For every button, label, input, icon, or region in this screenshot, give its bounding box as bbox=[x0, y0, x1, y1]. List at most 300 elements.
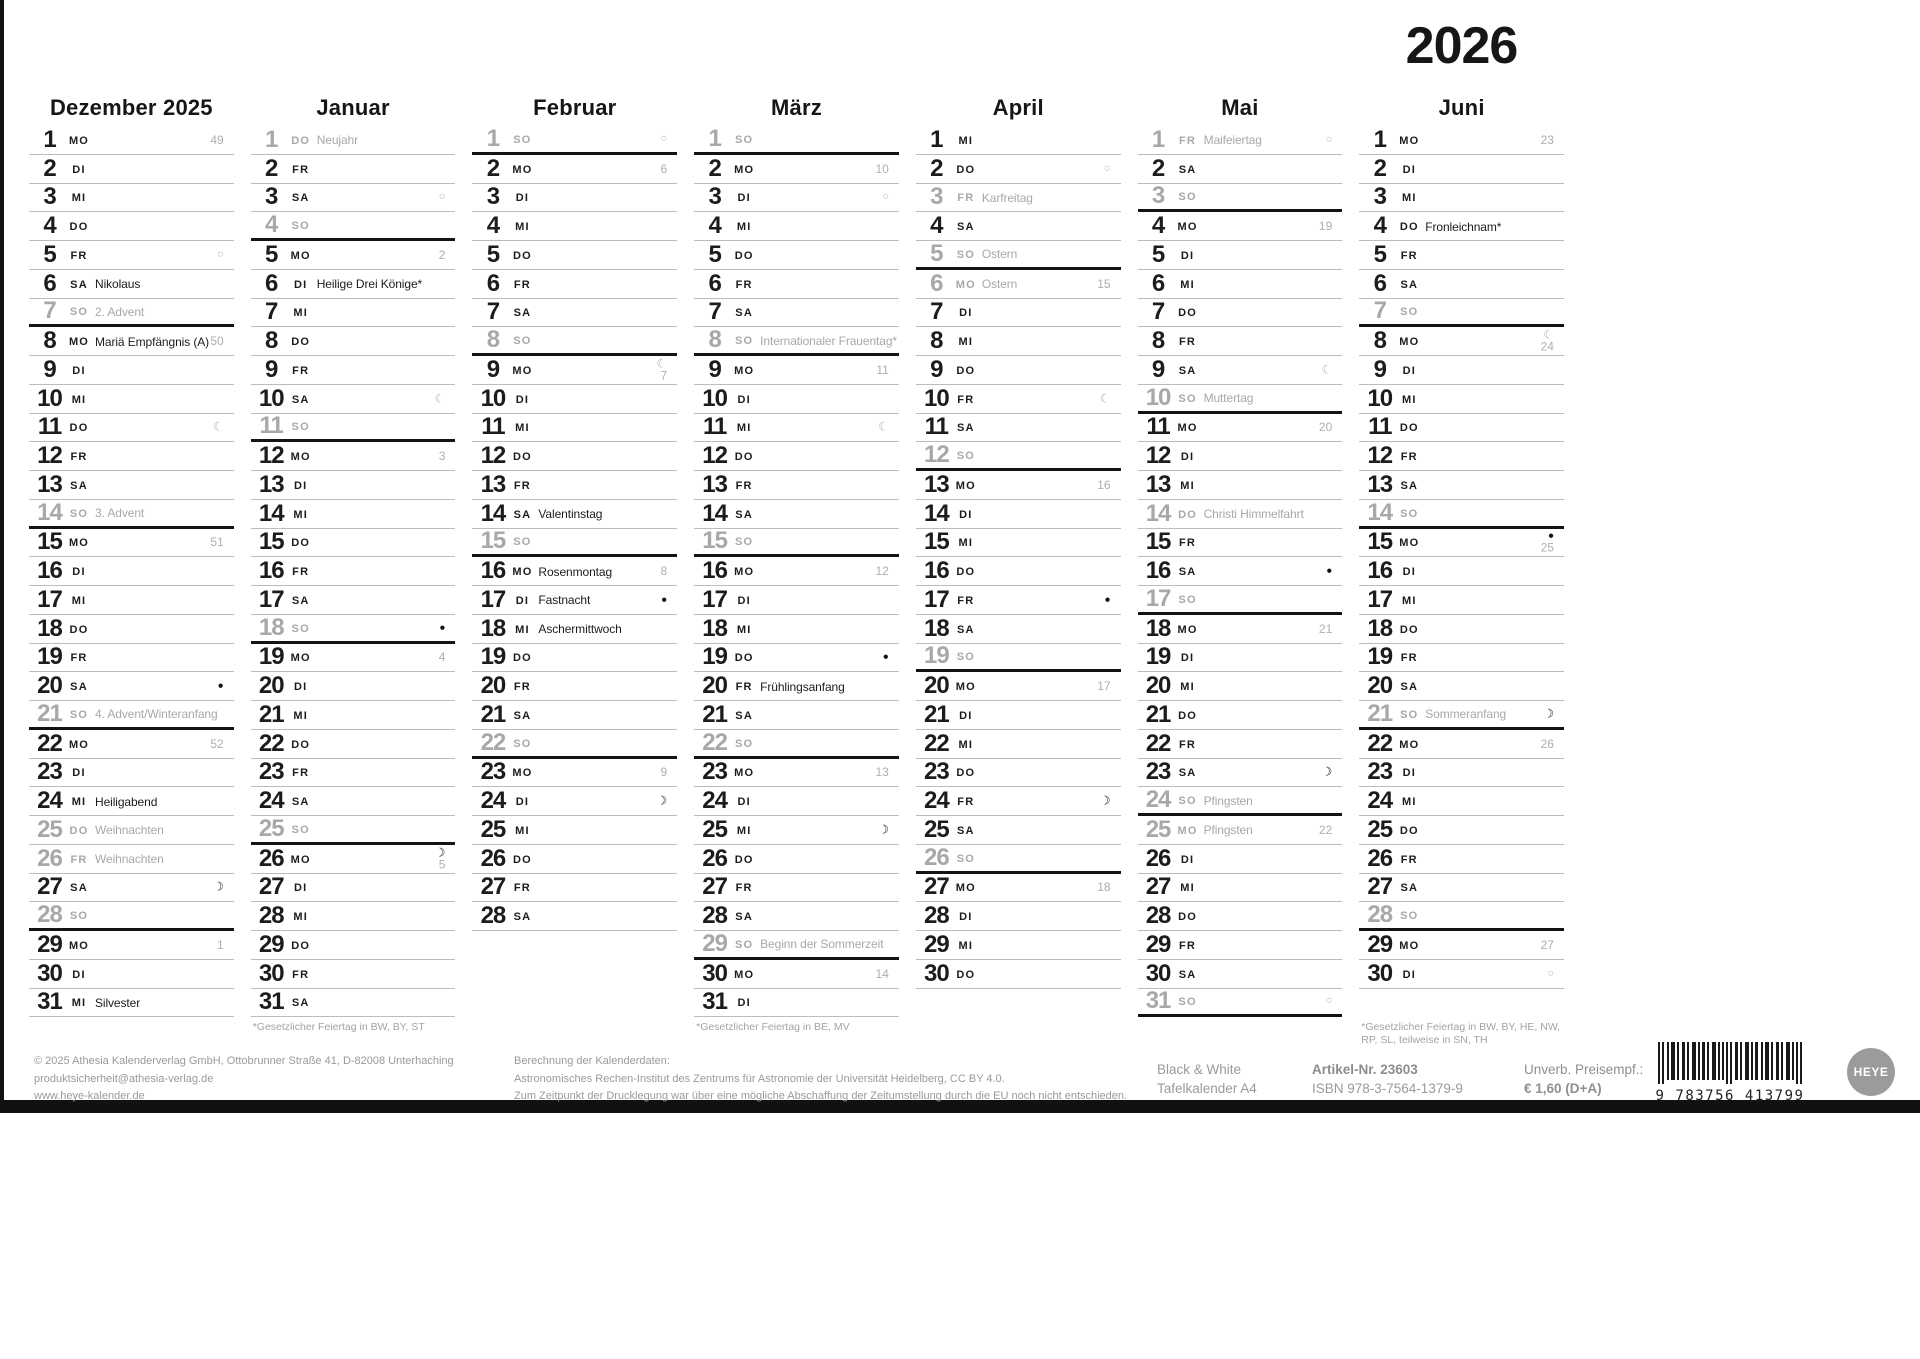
day-row bbox=[29, 931, 234, 960]
weekday-label: MO bbox=[1399, 738, 1420, 751]
day-row bbox=[29, 442, 234, 471]
day-number: 18 bbox=[1145, 614, 1171, 642]
weekday-label: MO bbox=[955, 681, 976, 694]
day-number: 10 bbox=[702, 384, 727, 412]
day-number: 13 bbox=[1367, 470, 1393, 498]
week-number: 1 bbox=[217, 937, 224, 952]
weekday-label: FR bbox=[1179, 939, 1197, 952]
day-row bbox=[251, 644, 456, 673]
day-row bbox=[1138, 327, 1343, 356]
week-number: 14 bbox=[875, 966, 889, 981]
day-number: 18 bbox=[37, 614, 62, 642]
day-number: 19 bbox=[702, 643, 727, 671]
day-row bbox=[251, 701, 456, 730]
weekday-label: MI bbox=[1180, 681, 1195, 694]
day-row bbox=[1138, 989, 1343, 1018]
weekday-label: DO bbox=[1399, 623, 1419, 636]
day-number: 19 bbox=[258, 643, 284, 671]
weekday-label: FR bbox=[292, 968, 310, 981]
day-row bbox=[694, 155, 899, 184]
weekday-label: SA bbox=[957, 221, 975, 234]
weekday-label: DI bbox=[515, 393, 530, 406]
day-row-markers bbox=[656, 358, 667, 381]
day-row bbox=[251, 730, 456, 759]
day-number: 29 bbox=[1367, 930, 1393, 958]
day-number: 17 bbox=[923, 585, 949, 613]
weekday-label: MI bbox=[1180, 479, 1195, 492]
weekday-label: DO bbox=[1399, 824, 1419, 837]
weekday-label: SA bbox=[513, 911, 532, 924]
weekday-label: FR bbox=[1400, 853, 1418, 866]
day-row bbox=[472, 759, 677, 788]
day-row bbox=[1138, 356, 1343, 385]
day-row bbox=[472, 241, 677, 270]
day-row bbox=[1359, 184, 1564, 213]
day-number: 31 bbox=[258, 988, 284, 1016]
week-number: 52 bbox=[210, 736, 224, 751]
weekday-label: SO bbox=[956, 651, 975, 664]
week-number: 10 bbox=[875, 161, 889, 176]
day-number: 4 bbox=[1373, 212, 1386, 240]
weekday-label: DO bbox=[1399, 221, 1419, 234]
week-number: 16 bbox=[1097, 477, 1111, 492]
day-row bbox=[29, 672, 234, 701]
weekday-label: SA bbox=[735, 307, 753, 320]
day-number: 17 bbox=[702, 585, 727, 613]
weekday-label: SA bbox=[291, 393, 310, 406]
day-row bbox=[1359, 672, 1564, 701]
day-number: 16 bbox=[258, 557, 284, 585]
day-number: 5 bbox=[486, 240, 500, 268]
weekday-label: SA bbox=[1178, 968, 1197, 981]
day-number: 24 bbox=[258, 787, 284, 815]
weekday-label: MO bbox=[512, 364, 533, 377]
moon-full-icon: ○ bbox=[660, 132, 668, 145]
moon-full-icon: ○ bbox=[882, 190, 889, 203]
day-row bbox=[29, 356, 234, 385]
day-number: 29 bbox=[258, 930, 284, 958]
day-number: 9 bbox=[1373, 355, 1386, 383]
weekday-label: SA bbox=[1178, 767, 1197, 780]
day-row bbox=[694, 730, 899, 759]
weekday-label: MI bbox=[1401, 393, 1417, 406]
week-number: 20 bbox=[1318, 420, 1333, 435]
weekday-label: DO bbox=[734, 451, 754, 464]
day-number: 21 bbox=[37, 699, 62, 727]
month-header: Mai bbox=[1221, 95, 1259, 120]
weekday-label: MO bbox=[1177, 824, 1198, 837]
day-row bbox=[694, 241, 899, 270]
weekday-label: SA bbox=[735, 508, 753, 521]
week-number: 25 bbox=[1540, 540, 1554, 555]
day-row bbox=[472, 385, 677, 414]
day-number: 27 bbox=[923, 873, 949, 901]
day-row bbox=[1138, 184, 1343, 213]
day-row bbox=[251, 184, 456, 213]
weekday-label: DI bbox=[294, 479, 308, 492]
day-row bbox=[29, 212, 234, 241]
weekday-label: MO bbox=[1177, 422, 1198, 435]
day-number: 20 bbox=[480, 672, 506, 700]
day-row bbox=[694, 931, 899, 960]
day-number: 3 bbox=[708, 183, 721, 211]
moon-last-quarter-icon: ☾ bbox=[434, 391, 446, 406]
day-row bbox=[1359, 299, 1564, 328]
day-number: 8 bbox=[486, 326, 500, 354]
day-row bbox=[472, 557, 677, 586]
day-row bbox=[1359, 874, 1564, 903]
weekday-label: FR bbox=[1400, 249, 1418, 262]
week-number: 5 bbox=[438, 857, 446, 872]
day-row bbox=[1359, 701, 1564, 730]
weekday-label: DI bbox=[737, 997, 751, 1010]
moon-last-quarter-icon: ☾ bbox=[1321, 362, 1333, 377]
weekday-label: DI bbox=[1402, 364, 1416, 377]
day-number: 16 bbox=[1367, 557, 1393, 585]
day-number: 26 bbox=[702, 844, 727, 872]
day-row bbox=[1359, 356, 1564, 385]
day-number: 15 bbox=[1145, 528, 1171, 556]
day-row-markers bbox=[210, 738, 223, 750]
day-row-markers bbox=[660, 766, 667, 778]
weekday-label: SO bbox=[1178, 392, 1197, 405]
day-row bbox=[694, 644, 899, 673]
day-number: 19 bbox=[1367, 643, 1393, 671]
day-row bbox=[916, 500, 1121, 529]
weekday-label: DI bbox=[72, 767, 86, 780]
day-row bbox=[1138, 759, 1343, 788]
day-number: 24 bbox=[1367, 787, 1393, 815]
weekday-label: FR bbox=[513, 681, 531, 694]
day-note: Heiligabend bbox=[95, 794, 158, 809]
product-line: Black & White bbox=[1157, 1062, 1242, 1077]
day-row bbox=[472, 816, 677, 845]
day-row bbox=[29, 787, 234, 816]
day-row bbox=[1138, 787, 1343, 816]
day-number: 23 bbox=[37, 758, 62, 786]
weekday-label: SA bbox=[1178, 163, 1197, 176]
day-number: 12 bbox=[923, 441, 949, 469]
day-number: 24 bbox=[37, 787, 62, 815]
day-row bbox=[1138, 270, 1343, 299]
day-number: 1 bbox=[930, 125, 943, 153]
day-number: 13 bbox=[702, 470, 727, 498]
day-row bbox=[472, 327, 677, 356]
weekday-label: FR bbox=[735, 681, 753, 694]
day-row bbox=[916, 759, 1121, 788]
day-number: 4 bbox=[708, 212, 721, 240]
day-row bbox=[694, 500, 899, 529]
day-number: 3 bbox=[43, 183, 56, 211]
day-row bbox=[251, 126, 456, 155]
day-row-markers bbox=[435, 393, 446, 404]
day-row bbox=[29, 902, 234, 931]
day-number: 9 bbox=[43, 355, 56, 383]
weekday-label: FR bbox=[513, 882, 531, 895]
day-number: 1 bbox=[708, 124, 721, 152]
day-number: 18 bbox=[258, 613, 284, 641]
day-row bbox=[29, 816, 234, 845]
day-number: 22 bbox=[480, 728, 506, 756]
weekday-label: DO bbox=[291, 939, 311, 952]
day-number: 6 bbox=[265, 269, 278, 297]
day-number: 28 bbox=[702, 902, 727, 930]
day-row-markers bbox=[1104, 163, 1111, 174]
day-row bbox=[1138, 902, 1343, 931]
day-number: 10 bbox=[1367, 384, 1393, 412]
weekday-label: MI bbox=[293, 508, 309, 521]
moon-last-quarter-icon: ☾ bbox=[656, 356, 668, 371]
weekday-label: FR bbox=[292, 566, 310, 579]
day-number: 6 bbox=[1151, 269, 1165, 297]
moon-full-icon: ○ bbox=[1325, 994, 1333, 1007]
day-note: 3. Advent bbox=[95, 506, 145, 521]
day-number: 22 bbox=[1367, 729, 1393, 757]
week-number: 8 bbox=[660, 564, 668, 579]
day-number: 24 bbox=[1145, 786, 1171, 814]
day-row bbox=[1359, 730, 1564, 759]
day-row bbox=[916, 442, 1121, 471]
day-note: Aschermittwoch bbox=[538, 622, 622, 637]
day-row bbox=[29, 299, 234, 328]
week-number: 2 bbox=[438, 247, 446, 262]
day-number: 20 bbox=[258, 672, 284, 700]
weekday-label: SO bbox=[1400, 306, 1419, 319]
day-row-markers bbox=[661, 594, 667, 605]
weekday-label: FR bbox=[70, 451, 88, 464]
day-number: 28 bbox=[258, 902, 284, 930]
weekday-label: MO bbox=[955, 882, 976, 895]
month-footnote: *Gesetzlicher Feiertag in BW, BY, ST bbox=[252, 1021, 425, 1033]
day-row bbox=[916, 356, 1121, 385]
day-number: 3 bbox=[1151, 182, 1165, 210]
weekday-label: FR bbox=[735, 882, 753, 895]
day-row bbox=[251, 787, 456, 816]
year-title: 2026 bbox=[1405, 17, 1518, 75]
week-number: 18 bbox=[1097, 880, 1111, 895]
month-header: März bbox=[771, 95, 822, 120]
weekday-label: DI bbox=[1402, 767, 1416, 780]
moon-first-quarter-icon: ☽ bbox=[212, 879, 224, 894]
day-row bbox=[472, 126, 677, 155]
day-row bbox=[251, 672, 456, 701]
day-number: 5 bbox=[43, 240, 56, 268]
day-number: 23 bbox=[923, 758, 949, 786]
day-note: Weihnachten bbox=[95, 823, 164, 838]
weekday-label: FR bbox=[292, 364, 310, 377]
day-number: 11 bbox=[37, 413, 62, 441]
day-number: 11 bbox=[481, 413, 505, 441]
weekday-label: DI bbox=[737, 796, 751, 809]
day-row bbox=[251, 615, 456, 644]
day-number: 10 bbox=[37, 384, 62, 412]
day-row bbox=[29, 586, 234, 615]
day-row bbox=[29, 155, 234, 184]
day-row-markers bbox=[1541, 939, 1554, 951]
moon-last-quarter-icon: ☾ bbox=[1543, 327, 1554, 342]
day-number: 14 bbox=[1145, 499, 1171, 527]
day-row bbox=[916, 184, 1121, 213]
day-row bbox=[472, 902, 677, 931]
day-number: 4 bbox=[930, 212, 943, 240]
day-row-markers bbox=[660, 565, 667, 577]
day-row bbox=[472, 730, 677, 759]
day-row bbox=[1359, 787, 1564, 816]
footer-calc-line: Berechnung der Kalenderdaten: bbox=[514, 1055, 670, 1067]
weekday-label: MO bbox=[1177, 221, 1198, 234]
moon-full-icon: ○ bbox=[217, 248, 224, 261]
day-row bbox=[29, 759, 234, 788]
day-row bbox=[916, 960, 1121, 989]
weekday-label: SO bbox=[513, 133, 532, 146]
weekday-label: SO bbox=[1400, 910, 1419, 923]
weekday-label: FR bbox=[957, 192, 975, 205]
weekday-label: SA bbox=[1178, 364, 1197, 377]
day-number: 16 bbox=[480, 557, 506, 585]
day-row bbox=[1138, 615, 1343, 644]
weekday-label: MO bbox=[1399, 537, 1420, 550]
day-note: Sommeranfang bbox=[1425, 707, 1507, 722]
day-note: Rosenmontag bbox=[538, 564, 613, 579]
day-number: 20 bbox=[702, 672, 727, 700]
day-number: 29 bbox=[702, 929, 727, 957]
day-row-markers bbox=[875, 565, 888, 577]
day-number: 9 bbox=[708, 355, 721, 383]
day-number: 22 bbox=[258, 729, 284, 757]
day-row bbox=[1138, 672, 1343, 701]
day-number: 19 bbox=[480, 643, 506, 671]
calendar-grid bbox=[29, 92, 1564, 1046]
day-row bbox=[251, 586, 456, 615]
day-number: 2 bbox=[43, 154, 56, 182]
day-number: 4 bbox=[43, 212, 56, 240]
day-note: Maifeiertag bbox=[1203, 133, 1262, 148]
footer-publisher-email: produktsicherheit@athesia-verlag.de bbox=[34, 1072, 214, 1085]
day-row-markers bbox=[212, 419, 224, 434]
weekday-label: DI bbox=[1180, 652, 1195, 665]
day-row-markers bbox=[1326, 134, 1333, 145]
barcode-bars-icon bbox=[1654, 1042, 1806, 1084]
weekday-label: DI bbox=[737, 192, 751, 205]
day-number: 2 bbox=[486, 154, 500, 182]
moon-new-icon: ● bbox=[882, 651, 889, 663]
week-number: 22 bbox=[1318, 822, 1333, 837]
weekday-label: MO bbox=[1177, 623, 1198, 636]
weekday-label: SA bbox=[957, 824, 975, 837]
day-row-markers bbox=[660, 133, 667, 144]
weekday-label: SA bbox=[291, 997, 310, 1010]
day-number: 12 bbox=[1367, 442, 1393, 470]
month-header: Dezember 2025 bbox=[49, 95, 213, 120]
day-number: 25 bbox=[923, 815, 949, 843]
month-column bbox=[472, 92, 677, 1017]
day-row-markers bbox=[878, 419, 889, 434]
day-row bbox=[29, 615, 234, 644]
day-number: 31 bbox=[1145, 987, 1171, 1015]
week-number: 12 bbox=[875, 564, 889, 579]
day-number: 23 bbox=[1367, 758, 1393, 786]
day-row bbox=[251, 212, 456, 241]
weekday-label: SO bbox=[513, 536, 532, 549]
heye-logo: HEYE bbox=[1847, 1048, 1895, 1096]
week-number: 7 bbox=[660, 368, 668, 383]
day-row-markers bbox=[1099, 793, 1111, 808]
day-number: 13 bbox=[37, 470, 62, 498]
day-note: Internationaler Frauentag* bbox=[760, 333, 897, 348]
day-row bbox=[1359, 500, 1564, 529]
weekday-label: SO bbox=[1178, 593, 1197, 606]
day-number: 21 bbox=[1367, 699, 1393, 727]
weekday-label: DO bbox=[956, 364, 976, 377]
day-row bbox=[1359, 471, 1564, 500]
day-row-markers bbox=[1543, 708, 1554, 719]
day-row bbox=[694, 529, 899, 558]
weekday-label: FR bbox=[735, 278, 753, 291]
day-row bbox=[29, 184, 234, 213]
moon-new-icon: ● bbox=[439, 622, 446, 634]
weekday-label: DO bbox=[291, 336, 311, 349]
day-number: 14 bbox=[1367, 498, 1393, 526]
day-number: 14 bbox=[923, 499, 949, 527]
day-number: 18 bbox=[923, 614, 949, 642]
day-row bbox=[694, 414, 899, 443]
day-row bbox=[1359, 960, 1564, 989]
month-column bbox=[694, 92, 899, 1033]
day-row bbox=[1359, 385, 1564, 414]
day-row bbox=[1138, 931, 1343, 960]
day-row bbox=[694, 270, 899, 299]
day-number: 11 bbox=[702, 413, 727, 441]
weekday-label: DO bbox=[956, 163, 976, 176]
weekday-label: FR bbox=[735, 479, 753, 492]
weekday-label: MO bbox=[955, 479, 976, 492]
weekday-label: DI bbox=[294, 278, 308, 291]
day-note: Weihnachten bbox=[95, 852, 164, 867]
day-number: 15 bbox=[480, 527, 506, 555]
day-row-markers bbox=[1326, 996, 1333, 1007]
day-row bbox=[251, 471, 456, 500]
weekday-label: SO bbox=[69, 306, 89, 319]
day-row-markers bbox=[882, 192, 889, 203]
day-number: 8 bbox=[1151, 327, 1165, 355]
day-note: Neujahr bbox=[316, 133, 359, 148]
weekday-label: SA bbox=[1400, 681, 1419, 694]
day-row-markers bbox=[875, 968, 888, 980]
weekday-label: DO bbox=[291, 134, 311, 147]
week-number: 15 bbox=[1097, 276, 1111, 291]
day-number: 2 bbox=[1373, 154, 1386, 182]
day-number: 4 bbox=[486, 212, 500, 240]
day-row bbox=[1359, 816, 1564, 845]
day-row bbox=[29, 845, 234, 874]
day-number: 27 bbox=[1367, 873, 1393, 901]
day-number: 2 bbox=[1151, 154, 1165, 182]
day-row bbox=[1359, 126, 1564, 155]
day-row bbox=[1359, 644, 1564, 673]
day-number: 13 bbox=[258, 470, 284, 498]
moon-first-quarter-icon: ☽ bbox=[434, 845, 446, 860]
day-row bbox=[1138, 241, 1343, 270]
day-number: 2 bbox=[708, 154, 721, 182]
day-number: 20 bbox=[1367, 672, 1393, 700]
weekday-label: SO bbox=[291, 622, 310, 635]
day-row bbox=[1138, 155, 1343, 184]
day-number: 12 bbox=[37, 442, 62, 470]
day-number: 27 bbox=[258, 873, 284, 901]
day-row bbox=[916, 126, 1121, 155]
day-number: 28 bbox=[37, 901, 62, 929]
day-row-markers bbox=[210, 536, 223, 548]
